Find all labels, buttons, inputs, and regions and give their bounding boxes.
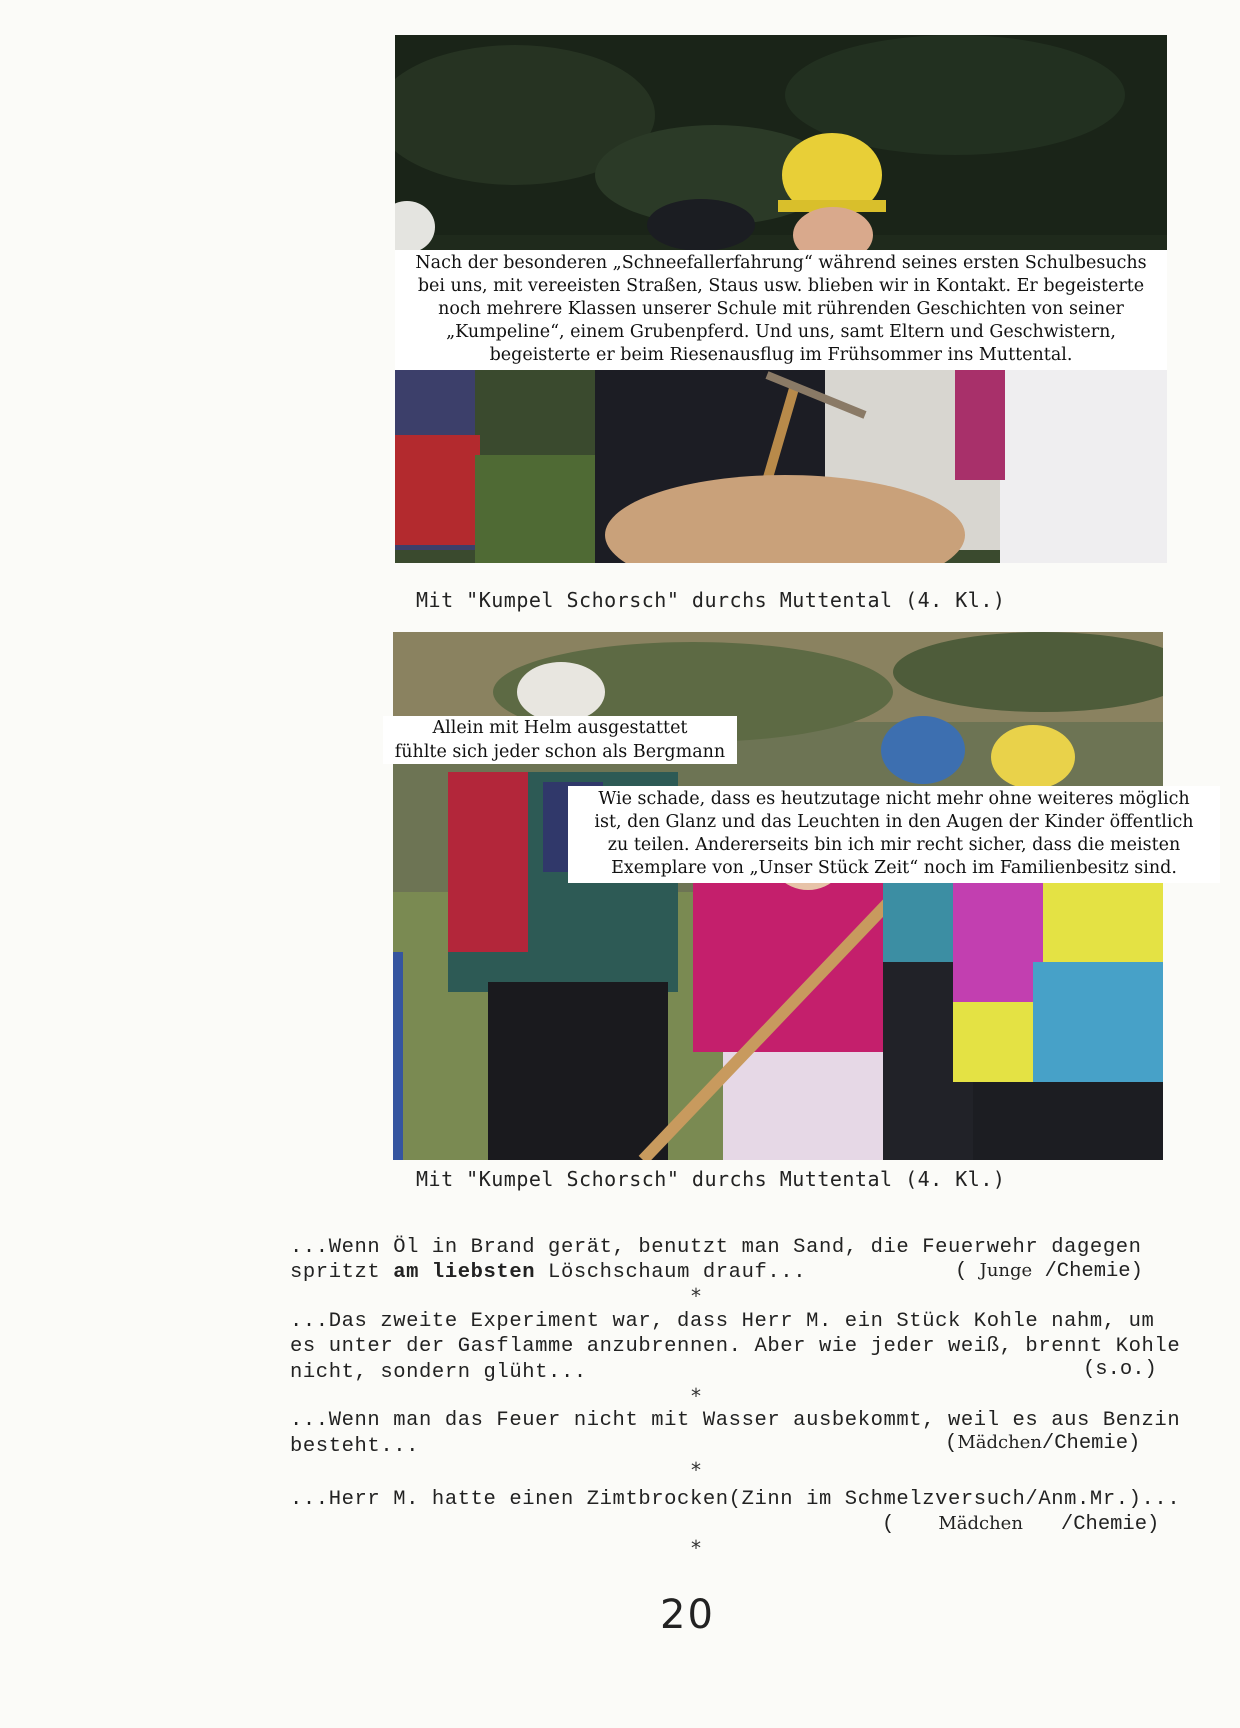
quote1-attribution xyxy=(955,1260,1143,1283)
overlay-line: noch mehrere Klassen unserer Schule mit rührenden Geschichten von seiner xyxy=(438,299,1124,319)
attr-name: Mädchen xyxy=(957,1432,1042,1453)
attr-close: /Chemie) xyxy=(1060,1513,1160,1536)
quote3-attribution xyxy=(945,1432,1140,1455)
overlay-line: Nach der besonderen „Schneefallerfahrung“ während seines ersten Schulbesuchs xyxy=(415,253,1147,273)
overlay-line: begeisterte er beim Riesenausflug im Frühsommer ins Muttental. xyxy=(489,345,1073,365)
overlay-line: „Kumpeline“, einem Grubenpferd. Und uns, samt Eltern und Geschwistern, xyxy=(446,322,1116,342)
attr-open: ( xyxy=(882,1513,895,1536)
separator-star: * xyxy=(691,1458,701,1482)
quote1-line1: ...Wenn Öl in Brand gerät, benutzt man Sand, die Feuerwehr dagegen xyxy=(290,1236,1142,1259)
quote2-line2: es unter der Gasflamme anzubrennen. Aber wie jeder weiß, brennt Kohle xyxy=(290,1335,1181,1358)
separator-star: * xyxy=(691,1384,701,1408)
overlay-line: zu teilen. Andererseits bin ich mir recht sicher, dass die meisten xyxy=(607,835,1181,855)
overlay-line: fühlte sich jeder schon als Bergmann xyxy=(391,740,729,764)
photo1-caption: Mit "Kumpel Schorsch" durchs Muttental (4. Kl.) xyxy=(416,588,1006,612)
page-number: 20 xyxy=(660,1592,715,1638)
attr-close: /Chemie) xyxy=(1041,1432,1141,1455)
overlay-line: Wie schade, dass es heutzutage nicht mehr ohne weiteres möglich xyxy=(598,789,1190,809)
attr-name: Junge xyxy=(979,1260,1033,1281)
attr-open: ( xyxy=(955,1260,980,1283)
overlay-line: Exemplare von „Unser Stück Zeit“ noch im Familienbesitz sind. xyxy=(611,858,1177,878)
photo2-helmet-overlay xyxy=(383,716,737,764)
quote4-attribution xyxy=(882,1513,1159,1536)
overlay-line: ist, den Glanz und das Leuchten in den Augen der Kinder öffentlich xyxy=(594,812,1194,832)
overlay-line: Allein mit Helm ausgestattet xyxy=(429,716,692,740)
quote2-line1: ...Das zweite Experiment war, dass Herr M. ein Stück Kohle nahm, um xyxy=(290,1310,1155,1333)
separator-star: * xyxy=(691,1536,701,1560)
quote1-line2-post: Löschschaum drauf... xyxy=(535,1261,807,1284)
photo2-text-overlay xyxy=(568,786,1220,883)
attr-open: ( xyxy=(945,1432,958,1455)
attr-name: Mädchen xyxy=(938,1513,1023,1534)
photo-muttental-2 xyxy=(393,632,1163,1160)
quote3-line2: besteht... xyxy=(290,1435,420,1458)
attr-close: /Chemie) xyxy=(1032,1260,1143,1283)
quote4-line1: ...Herr M. hatte einen Zimtbrocken(Zinn im Schmelzversuch/Anm.Mr.)... xyxy=(290,1488,1181,1511)
photo2-caption: Mit "Kumpel Schorsch" durchs Muttental (4. Kl.) xyxy=(416,1167,1006,1191)
separator-star: * xyxy=(691,1284,701,1308)
quote2-attribution: (s.o.) xyxy=(1083,1358,1157,1381)
quote1-line2-pre: spritzt xyxy=(290,1261,394,1284)
quote1-bold-phrase: am liebsten xyxy=(393,1261,536,1284)
quote1-line2 xyxy=(290,1261,806,1284)
overlay-line: bei uns, mit vereeisten Straßen, Staus usw. blieben wir in Kontakt. Er begeisterte xyxy=(417,276,1145,296)
photo1-text-overlay xyxy=(395,250,1167,370)
quote2-line3: nicht, sondern glüht... xyxy=(290,1361,587,1384)
quote3-line1: ...Wenn man das Feuer nicht mit Wasser ausbekommt, weil es aus Benzin xyxy=(290,1409,1181,1432)
